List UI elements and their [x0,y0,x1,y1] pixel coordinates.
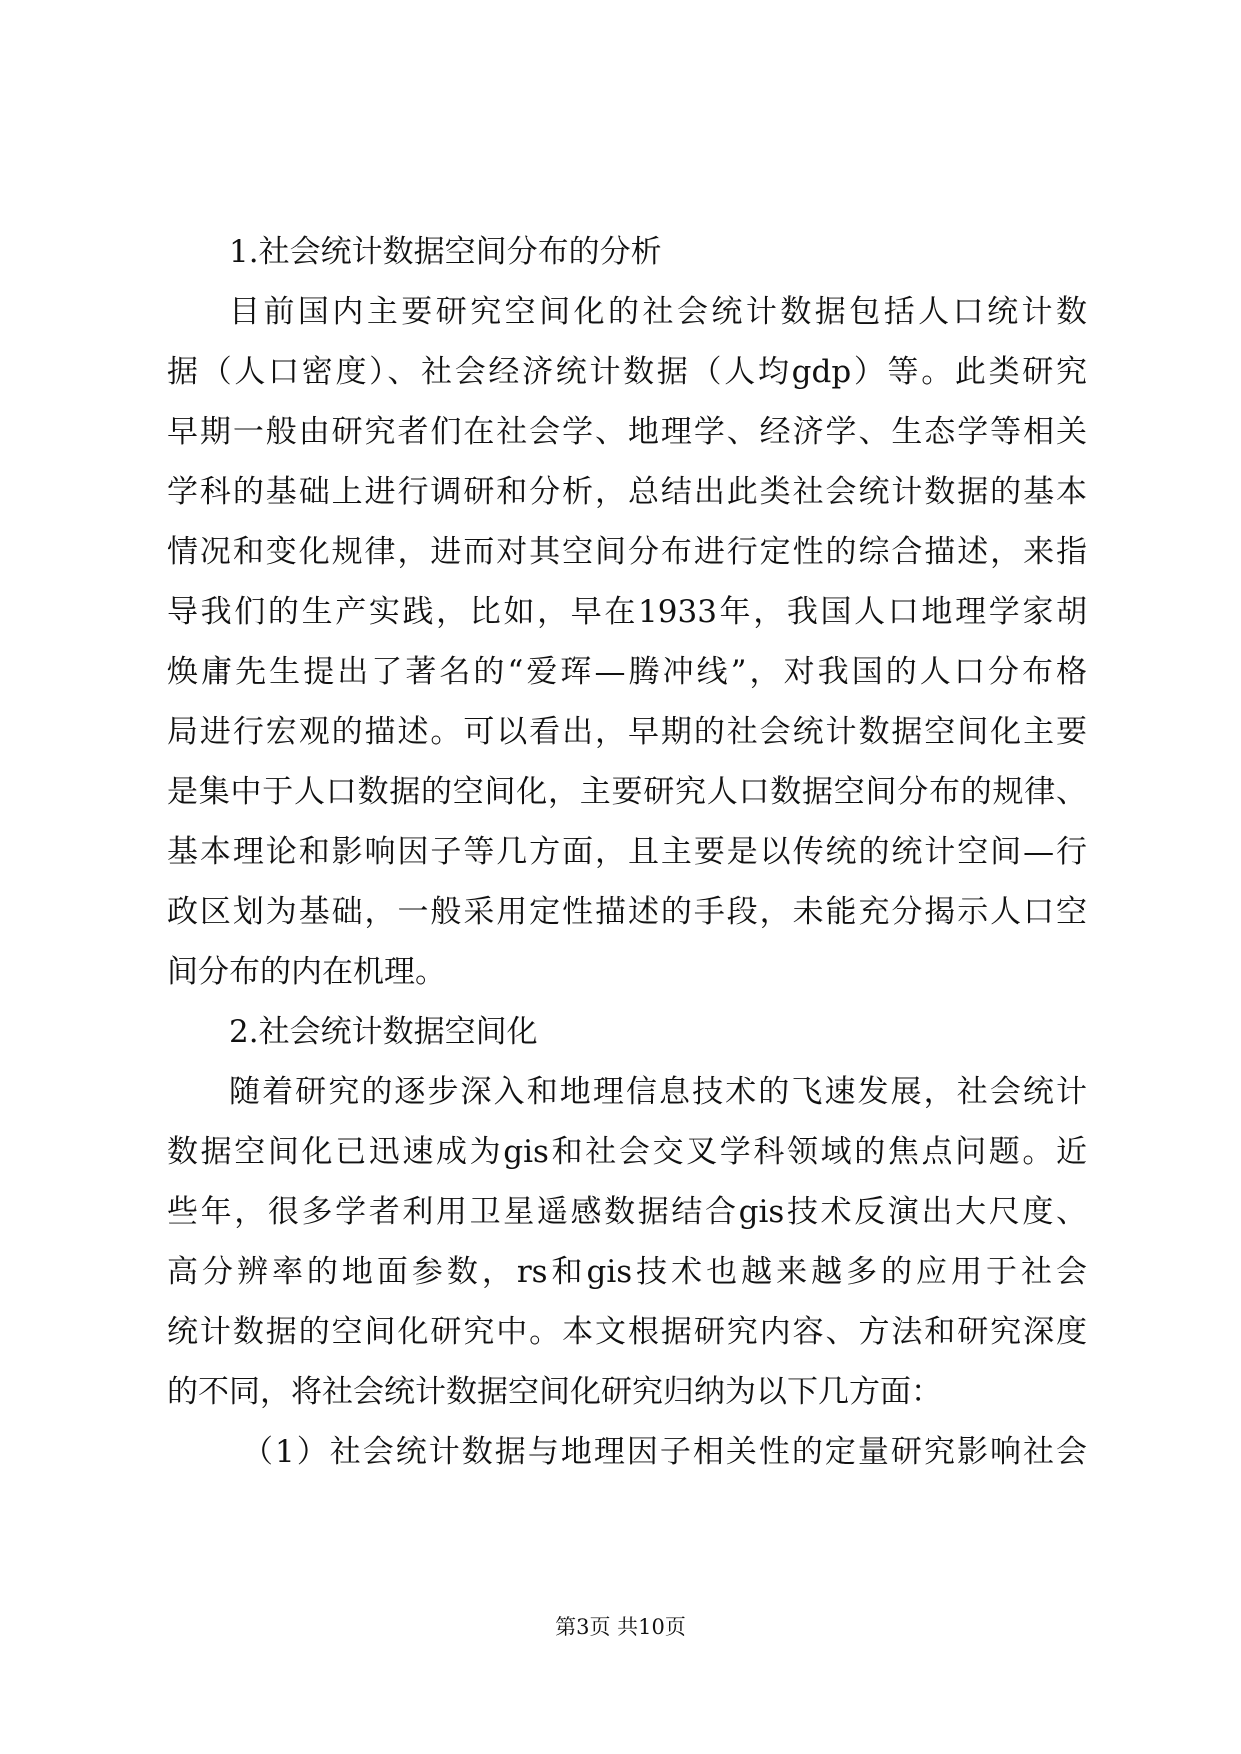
paragraph-line: 学科的基础上进行调研和分析，总结出此类社会统计数据的基本 [167,474,1087,510]
paragraph-line: 高分辨率的地面参数，rs和gis技术也越来越多的应用于社会 [167,1254,1087,1290]
paragraph-line: 焕庸先生提出了著名的“爱珲—腾冲线”，对我国的人口分布格 [167,654,1087,690]
paragraph-line: 的不同，将社会统计数据空间化研究归纳为以下几方面： [167,1374,942,1410]
paragraph-line: 随着研究的逐步深入和地理信息技术的飞速发展，社会统计 [229,1074,1087,1110]
paragraph-line: 统计数据的空间化研究中。本文根据研究内容、方法和研究深度 [167,1314,1087,1350]
paragraph-line: 基本理论和影响因子等几方面，且主要是以传统的统计空间—行 [167,834,1087,870]
list-item-line: （1）社会统计数据与地理因子相关性的定量研究影响社会 [242,1434,1087,1470]
document-body [167,222,1087,1482]
paragraph-line: 据（人口密度）、社会经济统计数据（人均gdp）等。此类研究 [167,354,1087,390]
paragraph-line: 些年，很多学者利用卫星遥感数据结合gis技术反演出大尺度、 [167,1194,1087,1230]
paragraph-line: 情况和变化规律，进而对其空间分布进行定性的综合描述，来指 [167,534,1087,570]
section-heading-1: 1.社会统计数据空间分布的分析 [229,234,662,270]
paragraph-line: 政区划为基础，一般采用定性描述的手段，未能充分揭示人口空 [167,894,1087,930]
paragraph-line: 数据空间化已迅速成为gis和社会交叉学科领域的焦点问题。近 [167,1134,1087,1170]
paragraph-line: 早期一般由研究者们在社会学、地理学、经济学、生态学等相关 [167,414,1087,450]
section-heading-2: 2.社会统计数据空间化 [229,1014,538,1050]
paragraph-line: 是集中于人口数据的空间化，主要研究人口数据空间分布的规律、 [167,774,1087,810]
paragraph-line: 导我们的生产实践，比如，早在1933年，我国人口地理学家胡 [167,594,1087,630]
paragraph-line: 局进行宏观的描述。可以看出，早期的社会统计数据空间化主要 [167,714,1087,750]
paragraph-line: 目前国内主要研究空间化的社会统计数据包括人口统计数 [229,294,1087,330]
paragraph-line: 间分布的内在机理。 [167,954,446,990]
page-footer: 第3页 共10页 [555,1615,686,1639]
